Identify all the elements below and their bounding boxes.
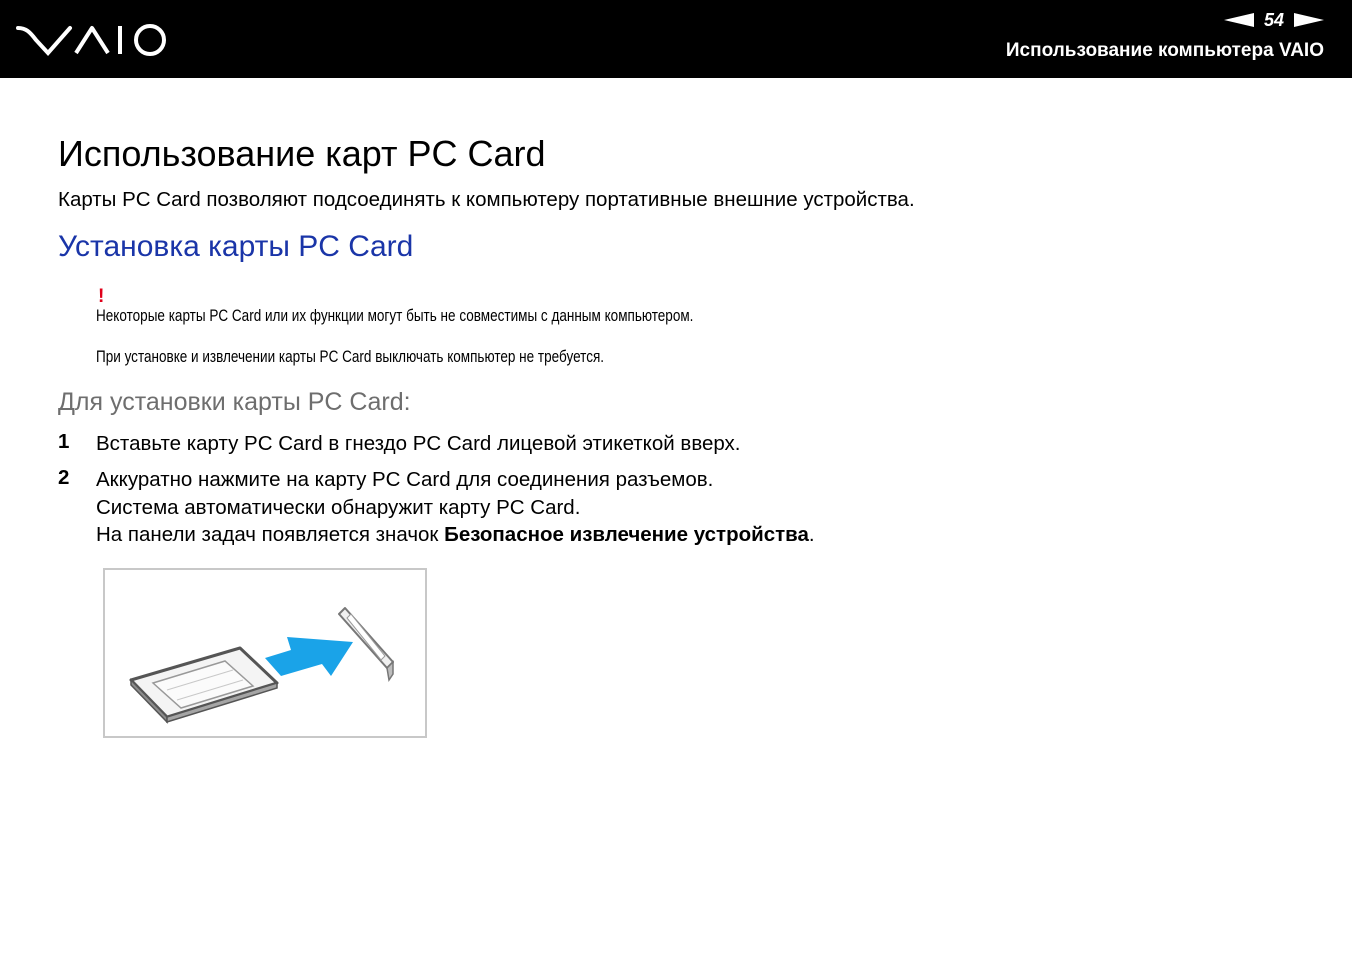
compatibility-note: Некоторые карты PC Card или их функции могут быть не совместимы с данным компьютером. — [96, 307, 694, 325]
subsection-title: Установка карты PC Card — [58, 230, 414, 263]
howto-heading: Для установки карты PC Card: — [58, 388, 411, 416]
triangle-right-icon[interactable] — [1294, 11, 1324, 29]
intro-text: Карты PC Card позволяют подсоединять к компьютеру портативные внешние устройства. — [58, 188, 915, 211]
pc-card-insertion-illustration — [103, 568, 427, 738]
safely-remove-label: Безопасное извлечение устройства — [444, 523, 809, 546]
vaio-logo — [16, 22, 170, 58]
section-title: Использование компьютера VAIO — [1005, 40, 1324, 61]
step-text: На панели задач появляется значок — [96, 523, 445, 546]
step-number: 1 — [58, 430, 70, 453]
warning-icon: ! — [98, 286, 105, 307]
step-text: . — [808, 523, 815, 546]
page-header — [0, 0, 1352, 78]
page-title: Использование карт PC Card — [58, 133, 546, 174]
hot-swap-note: При установке и извлечении карты PC Card выключать компьютер не требуется. — [96, 348, 605, 366]
page-number: 54 — [1263, 9, 1284, 30]
arrow-icon — [265, 637, 353, 676]
triangle-left-icon[interactable] — [1224, 11, 1254, 29]
step-text: Аккуратно нажмите на карту PC Card для соединения разъемов. — [96, 468, 714, 491]
step-number: 2 — [58, 466, 70, 489]
page-navigation — [1224, 8, 1324, 32]
step-text: Вставьте карту PC Card в гнездо PC Card лицевой этикеткой вверх. — [96, 432, 741, 455]
pc-card-image — [131, 648, 277, 722]
step-text: Система автоматически обнаружит карту PC Card. — [96, 495, 581, 519]
step-text-line3 — [96, 521, 815, 549]
